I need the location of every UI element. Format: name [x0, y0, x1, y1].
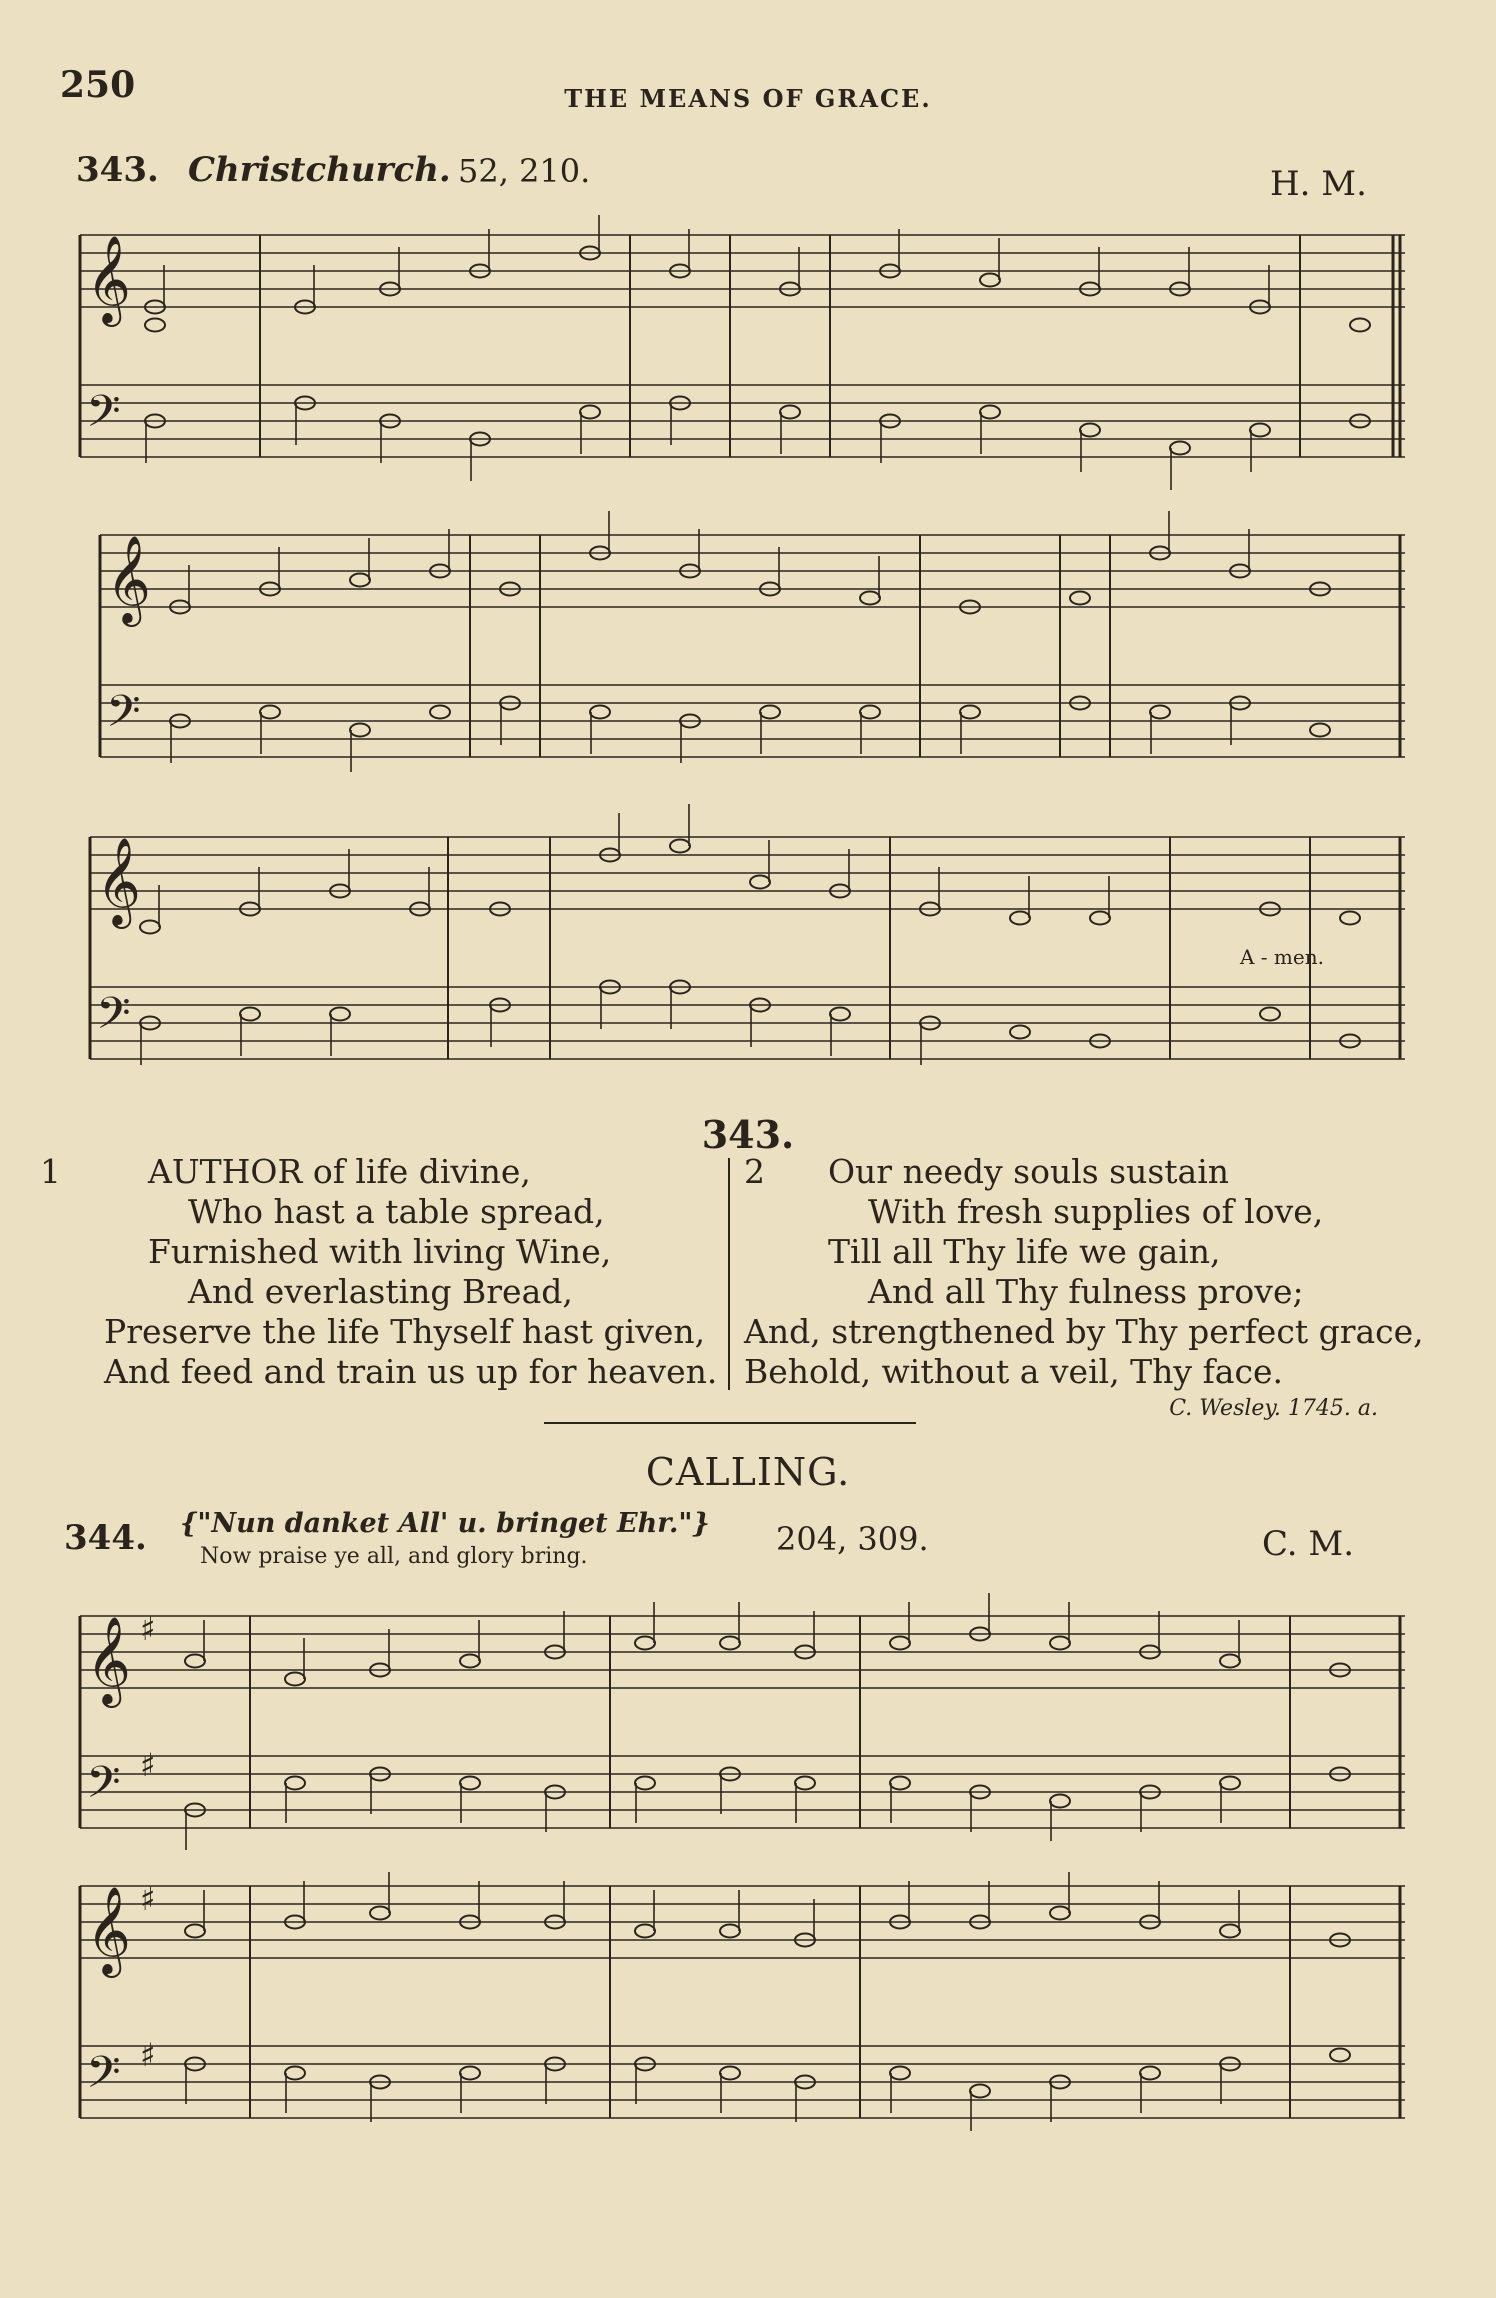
treble-clef-icon: 𝄞: [96, 836, 141, 925]
amen-lyric: A - men.: [1240, 945, 1324, 969]
verse-line: Behold, without a veil, Thy face.: [744, 1352, 1283, 1391]
verse-line: And, strengthened by Thy perfect grace,: [744, 1312, 1424, 1351]
sharp-icon: ♯: [140, 1880, 156, 1918]
section-rule: [544, 1422, 916, 1424]
verse-line: Preserve the life Thyself hast given,: [104, 1312, 706, 1351]
verse-line: Our needy souls sustain: [828, 1152, 1230, 1191]
sharp-icon: ♯: [140, 1746, 156, 1784]
verse-1: [40, 1152, 718, 1392]
treble-clef-icon: 𝄞: [86, 1615, 131, 1704]
bass-clef-icon: 𝄢: [86, 2046, 121, 2109]
bass-clef-icon: 𝄢: [86, 385, 121, 448]
bass-clef-icon: 𝄢: [106, 685, 141, 748]
verse-line: And everlasting Bread,: [188, 1272, 573, 1311]
verse-line: With fresh supplies of love,: [868, 1192, 1324, 1231]
verse-line: Till all Thy life we gain,: [828, 1232, 1221, 1271]
hymn-343-attribution: C. Wesley. 1745. a.: [1169, 1396, 1378, 1421]
verse-2: [744, 1152, 1424, 1392]
verse-line: AUTHOR of life divine,: [148, 1152, 531, 1191]
verse-line: Furnished with living Wine,: [148, 1232, 612, 1271]
verse-line: And all Thy fulness prove;: [868, 1272, 1304, 1311]
system-2: [100, 535, 1405, 757]
hymn-344-number: 344.: [64, 1518, 147, 1558]
verse-1-number: 1: [40, 1152, 61, 1191]
hymn-344-meter: C. M.: [1262, 1524, 1355, 1564]
hymn-343-score: [70, 205, 1410, 1075]
stems-344: [186, 1593, 1239, 2131]
stems-343: [141, 215, 1269, 1065]
verse-line: Who hast a table spread,: [188, 1192, 605, 1231]
treble-clef-icon: 𝄞: [106, 534, 151, 623]
system-4: [80, 1616, 1405, 1828]
hymn-343-meter: H. M.: [1270, 164, 1367, 204]
verse-2-number: 2: [744, 1152, 765, 1191]
score-344-svg: [70, 1580, 1410, 2140]
running-title: THE MEANS OF GRACE.: [564, 84, 932, 113]
hymn-344-english-subtitle: Now praise ye all, and glory bring.: [200, 1544, 588, 1569]
hymn-343-tune-name: Christchurch.: [188, 150, 451, 190]
noteheads-344: [185, 1628, 1350, 2098]
bass-clef-icon: 𝄢: [96, 987, 131, 1050]
system-3: [90, 837, 1405, 1059]
sharp-icon: ♯: [140, 2036, 156, 2074]
score-343-svg: [70, 205, 1410, 1075]
hymn-343-text-number: 343.: [701, 1112, 795, 1157]
hymn-343-number: 343.: [76, 150, 159, 190]
verse-line: And feed and train us up for heaven.: [104, 1352, 718, 1391]
system-1: [80, 235, 1405, 457]
hymn-344-score: [70, 1580, 1410, 2140]
hymn-344-tune-refs: 204, 309.: [776, 1520, 929, 1558]
system-5: [80, 1886, 1405, 2118]
hymn-343-tune-refs: 52, 210.: [458, 152, 591, 190]
verse-divider: [728, 1158, 730, 1390]
treble-clef-icon: 𝄞: [86, 234, 131, 323]
treble-clef-icon: 𝄞: [86, 1885, 131, 1974]
sharp-icon: ♯: [140, 1610, 156, 1648]
page-number: 250: [60, 64, 136, 106]
noteheads-343: [140, 247, 1370, 1048]
bass-clef-icon: 𝄢: [86, 1756, 121, 1819]
section-title: CALLING.: [645, 1450, 851, 1494]
hymn-344-german-title: {"Nun danket All' u. bringet Ehr."}: [180, 1508, 710, 1539]
